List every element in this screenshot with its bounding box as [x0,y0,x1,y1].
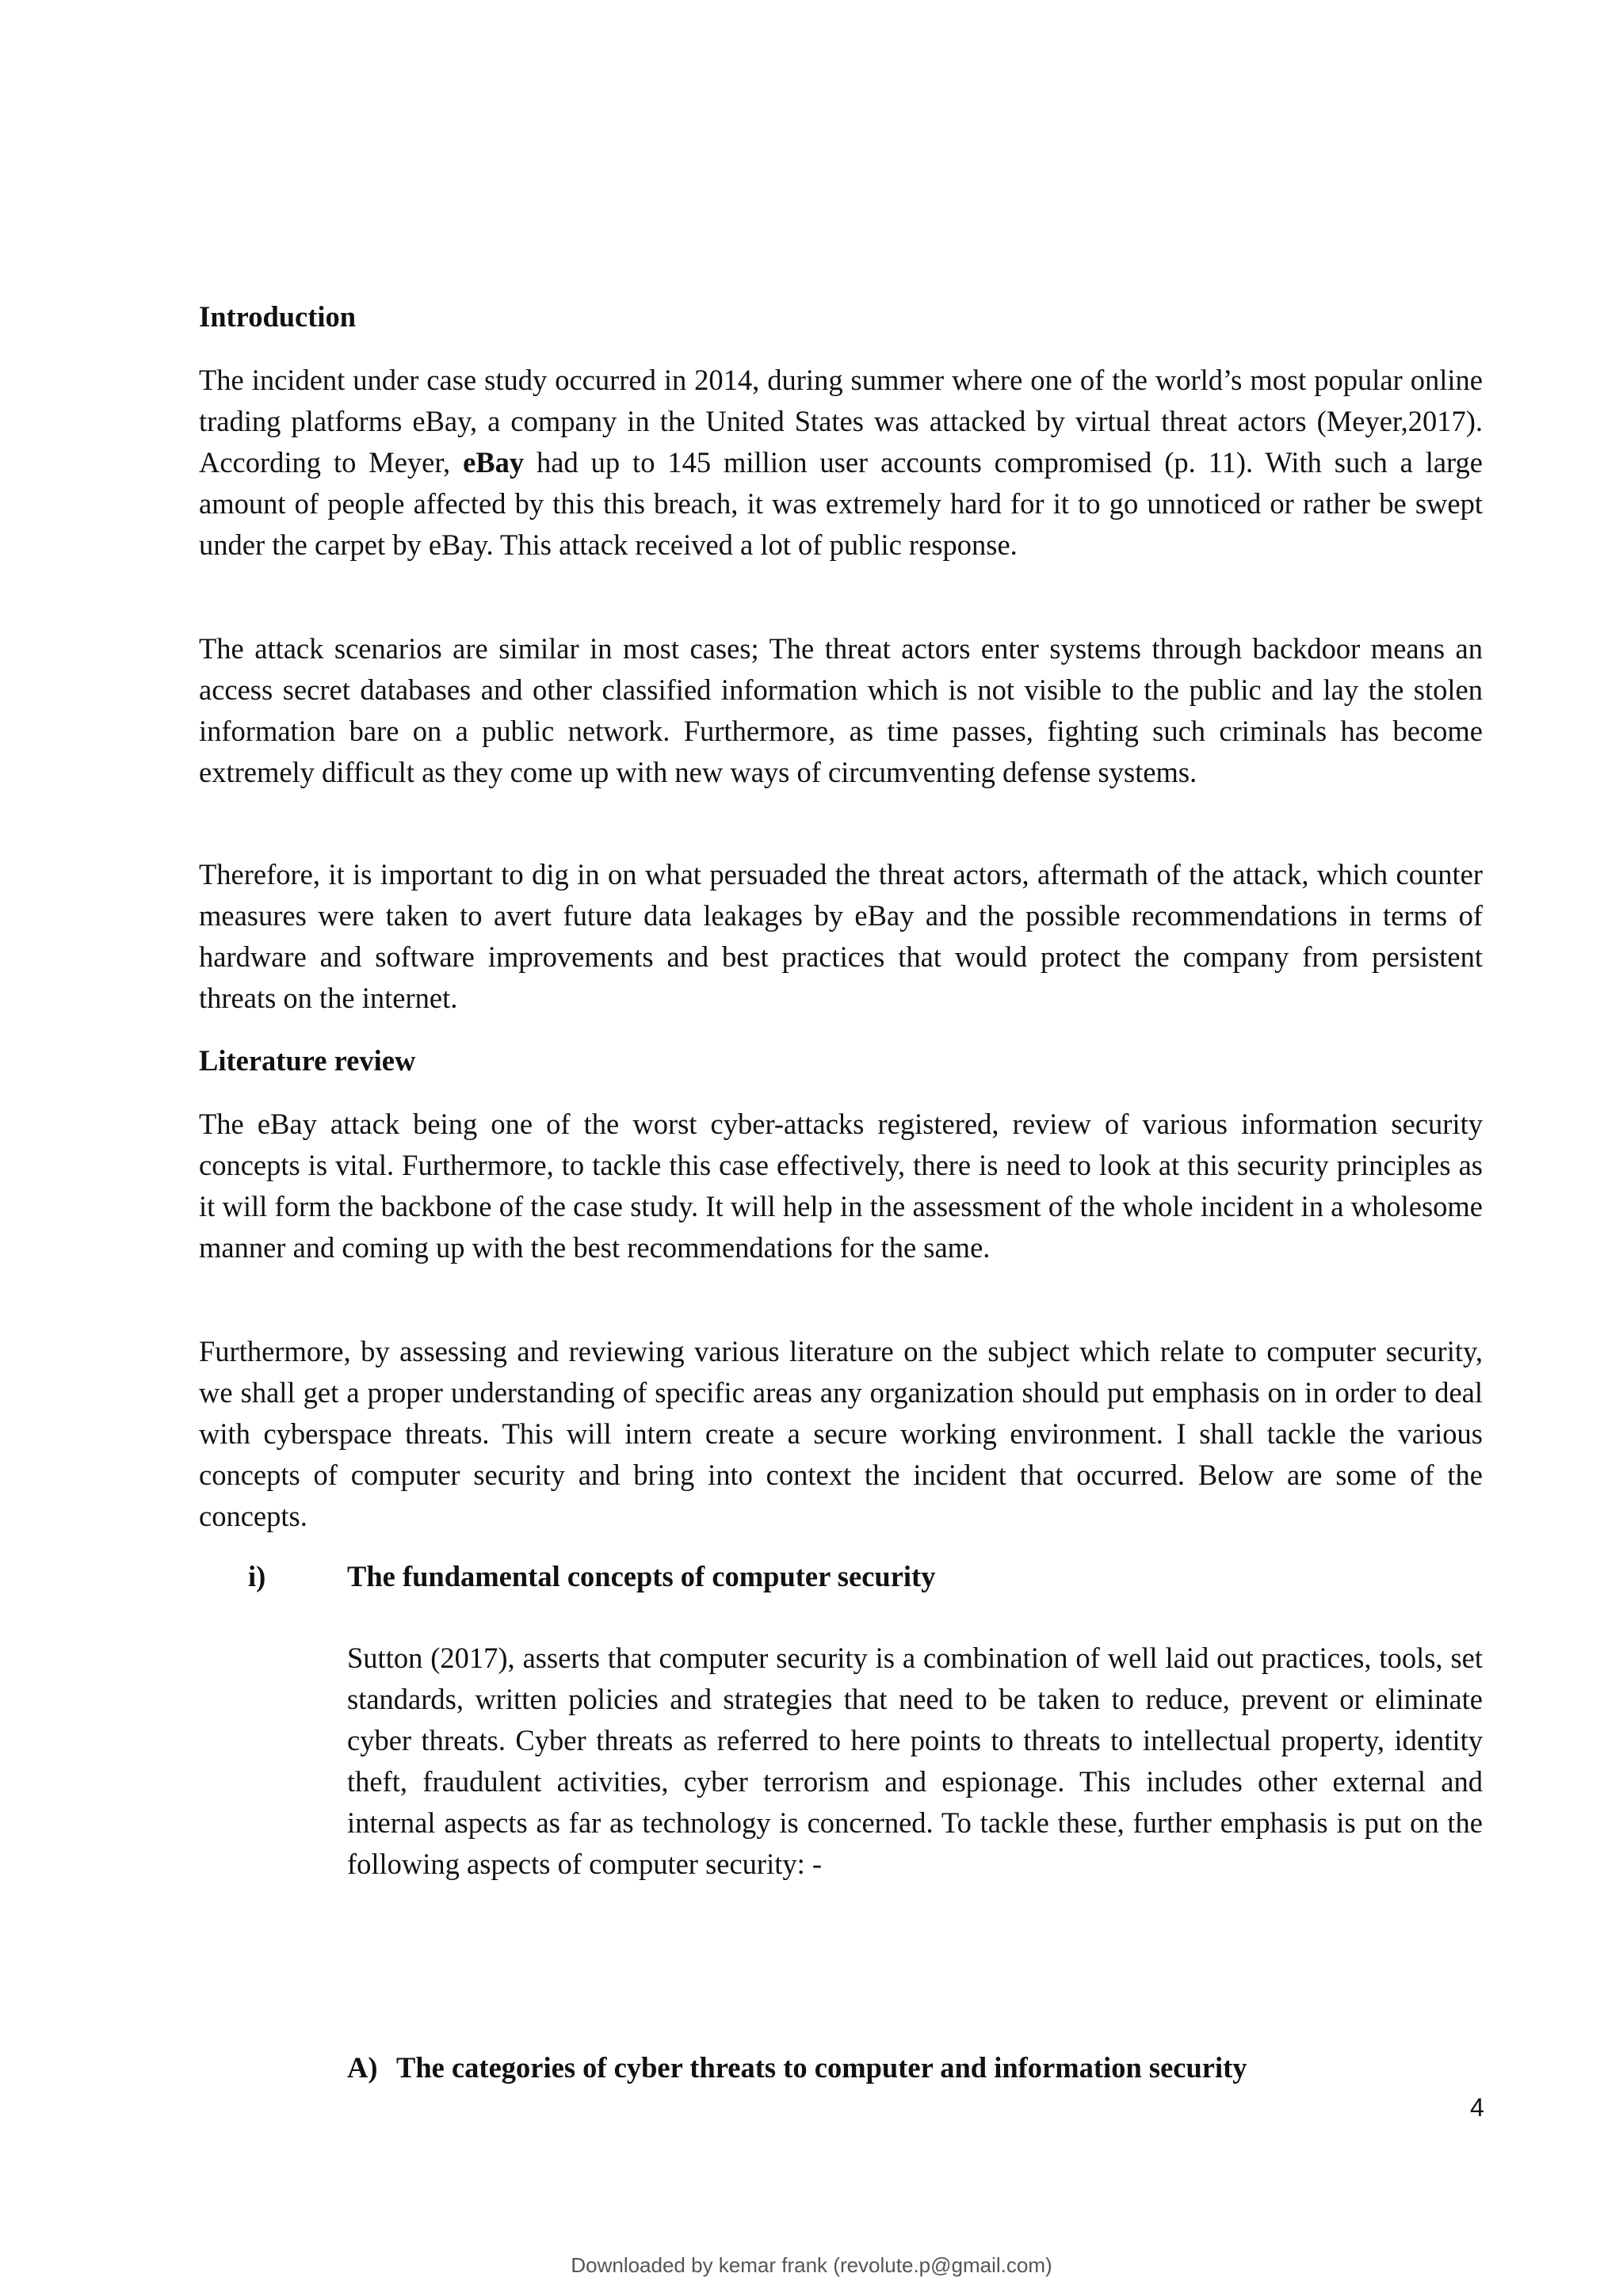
ebay-bold: eBay [463,446,525,479]
intro-text: The incident under case study occurred in 2014, during summer where one of the world’s most popular online trading platforms eBay, a company in the United States was attacked by virtual threat actors (Meyer,2017). According to Meyer, [199,364,1483,479]
sutton-paragraph: Sutton (2017), asserts that computer security is a combination of well laid out practices, tools, set standards, written policies and strategies that need to be taken to reduce, prevent or eliminate cyber threats. Cyber threats as referred to here points to threats to intellectual property, identity theft, fraudulent activities, cyber terrorism and espionage. This includes other external and internal aspects as far as technology is concerned. To tackle these, further emphasis is put on the following aspects of computer security: - [347,1642,1483,1880]
intro-paragraph-3: Therefore, it is important to dig in on what persuaded the threat actors, aftermath of the attack, which counter measures were taken to avert future data leakages by eBay and the possible recommendations in terms of hardware and software improvements and best practices that would protect the company from persistent threats on the internet. [199,858,1483,1014]
introduction-heading: Introduction [199,300,357,333]
fundamental-concepts-heading: The fundamental concepts of computer security [347,1560,936,1592]
literature-paragraph-2: Furthermore, by assessing and reviewing various literature on the subject which relate to computer security, we shall get a proper understanding of specific areas any organization should put emphasis on in order to deal with cyberspace threats. This will intern create a secure working environment. I shall tackle the various concepts of computer security and bring into context the incident that occurred. Below are some of the concepts. [199,1335,1483,1532]
list-marker-i: i) [248,1560,266,1592]
literature-paragraph-1: The eBay attack being one of the worst cyber-attacks registered, review of various information security concepts is vital. Furthermore, to tackle this case effectively, there is need to look at this security principles as it will form the backbone of the case study. It will help in the assessment of the whole incident in a wholesome manner and coming up with the best recommendations for the same. [199,1108,1483,1264]
literature-review-heading: Literature review [199,1044,416,1077]
intro-paragraph-2: The attack scenarios are similar in most cases; The threat actors enter systems through backdoor means an access secret databases and other classified information which is not visible to the public and lay the stolen information bare on a public network. Furthermore, as time passes, fighting such criminals has become extremely difficult as they come up with new ways of circumventing defense systems. [199,632,1483,788]
list-marker-a: A) [347,2051,378,2084]
cyber-threat-categories-heading: The categories of cyber threats to computer and information security [396,2051,1247,2084]
download-footer: Downloaded by kemar frank (revolute.p@gmail.com) [571,2253,1052,2277]
page-number: 4 [1470,2093,1484,2122]
intro-paragraph-1 [199,360,1483,566]
intro-text-cont: had up to 145 million user accounts compromised (p. 11). With such a large amount of people affected by this this breach, it was extremely hard for it to go unnoticed or rather be swept under the carpet by eBay. This attack received a lot of public response. [199,446,1483,561]
